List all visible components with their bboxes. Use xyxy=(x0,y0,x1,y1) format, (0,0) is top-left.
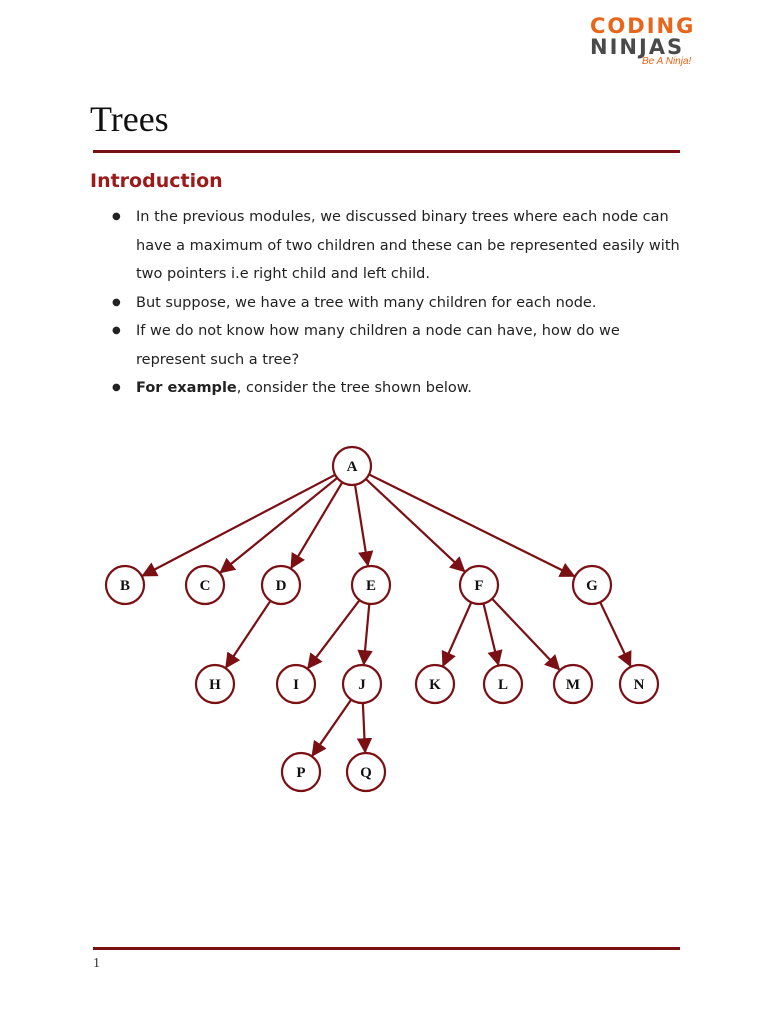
tree-node-f xyxy=(460,566,498,604)
tree-node-k xyxy=(416,665,454,703)
bullet-bold: For example xyxy=(136,380,237,396)
tree-node-label: N xyxy=(633,677,645,693)
tree-node-n xyxy=(620,665,658,703)
tree-edge-f-k xyxy=(443,602,471,665)
bullet-text: If we do not know how many children a node can have, how do we represent such a tree? xyxy=(136,323,620,368)
tree-diagram xyxy=(95,435,675,805)
tree-node-label: C xyxy=(199,578,211,594)
tree-node-label: F xyxy=(474,578,484,594)
tree-node-label: H xyxy=(209,677,221,693)
tree-node-label: K xyxy=(429,677,441,693)
tree-edge-j-q xyxy=(363,703,365,752)
tree-edge-a-b xyxy=(143,475,335,576)
tree-node-d xyxy=(262,566,300,604)
tree-node-j xyxy=(343,665,381,703)
tree-node-label: P xyxy=(296,765,306,781)
page-title: Trees xyxy=(90,99,169,139)
tree-node-label: A xyxy=(346,459,358,475)
bullet-list xyxy=(108,203,688,403)
bullet-text: , consider the tree shown below. xyxy=(236,380,472,396)
coding-ninjas-logo xyxy=(590,14,705,70)
logo-tagline: Be A Ninja! xyxy=(642,56,692,67)
tree-node-i xyxy=(277,665,315,703)
tree-edge-e-j xyxy=(364,604,369,664)
tree-node-q xyxy=(347,753,385,791)
tree-node-m xyxy=(554,665,592,703)
tree-edge-d-h xyxy=(226,601,270,668)
bullet-item xyxy=(108,289,688,318)
bullet-item xyxy=(108,374,688,403)
tree-node-p xyxy=(282,753,320,791)
bullet-text: But suppose, we have a tree with many children for each node. xyxy=(136,294,597,311)
tree-edge-a-g xyxy=(369,474,574,576)
tree-node-label: G xyxy=(586,578,598,594)
tree-node-label: M xyxy=(565,677,581,693)
tree-node-label: E xyxy=(365,578,377,594)
tree-node-g xyxy=(573,566,611,604)
title-divider xyxy=(93,150,680,153)
tree-edge-e-i xyxy=(308,600,359,668)
logo-line-coding: CODING xyxy=(590,14,696,38)
tree-edge-j-p xyxy=(312,700,351,756)
tree-edge-f-l xyxy=(483,603,498,664)
tree-node-label: J xyxy=(358,677,366,693)
tree-node-label: Q xyxy=(360,765,372,781)
tree-node-label: I xyxy=(293,677,299,693)
section-heading: Introduction xyxy=(90,170,223,192)
tree-node-label: B xyxy=(119,578,131,594)
tree-node-label: D xyxy=(275,578,287,594)
tree-node-h xyxy=(196,665,234,703)
bullet-item xyxy=(108,317,688,374)
tree-edge-f-m xyxy=(492,599,559,670)
tree-node-b xyxy=(106,566,144,604)
tree-edge-g-n xyxy=(600,602,630,666)
tree-node-l xyxy=(484,665,522,703)
footer-divider xyxy=(93,947,680,950)
logo-line-ninjas: NINJAS xyxy=(590,35,685,59)
tree-node-c xyxy=(186,566,224,604)
bullet-item xyxy=(108,203,688,289)
tree-node-a xyxy=(333,447,371,485)
tree-node-label: L xyxy=(497,677,509,693)
bullet-text: In the previous modules, we discussed binary trees where each node can have a maximum of two children and these can be represented easily with two pointers i.e right child and left child. xyxy=(136,209,680,282)
tree-edge-a-e xyxy=(355,485,368,565)
tree-edge-a-f xyxy=(366,479,465,571)
tree-node-e xyxy=(352,566,390,604)
page-number: 1 xyxy=(93,956,100,971)
